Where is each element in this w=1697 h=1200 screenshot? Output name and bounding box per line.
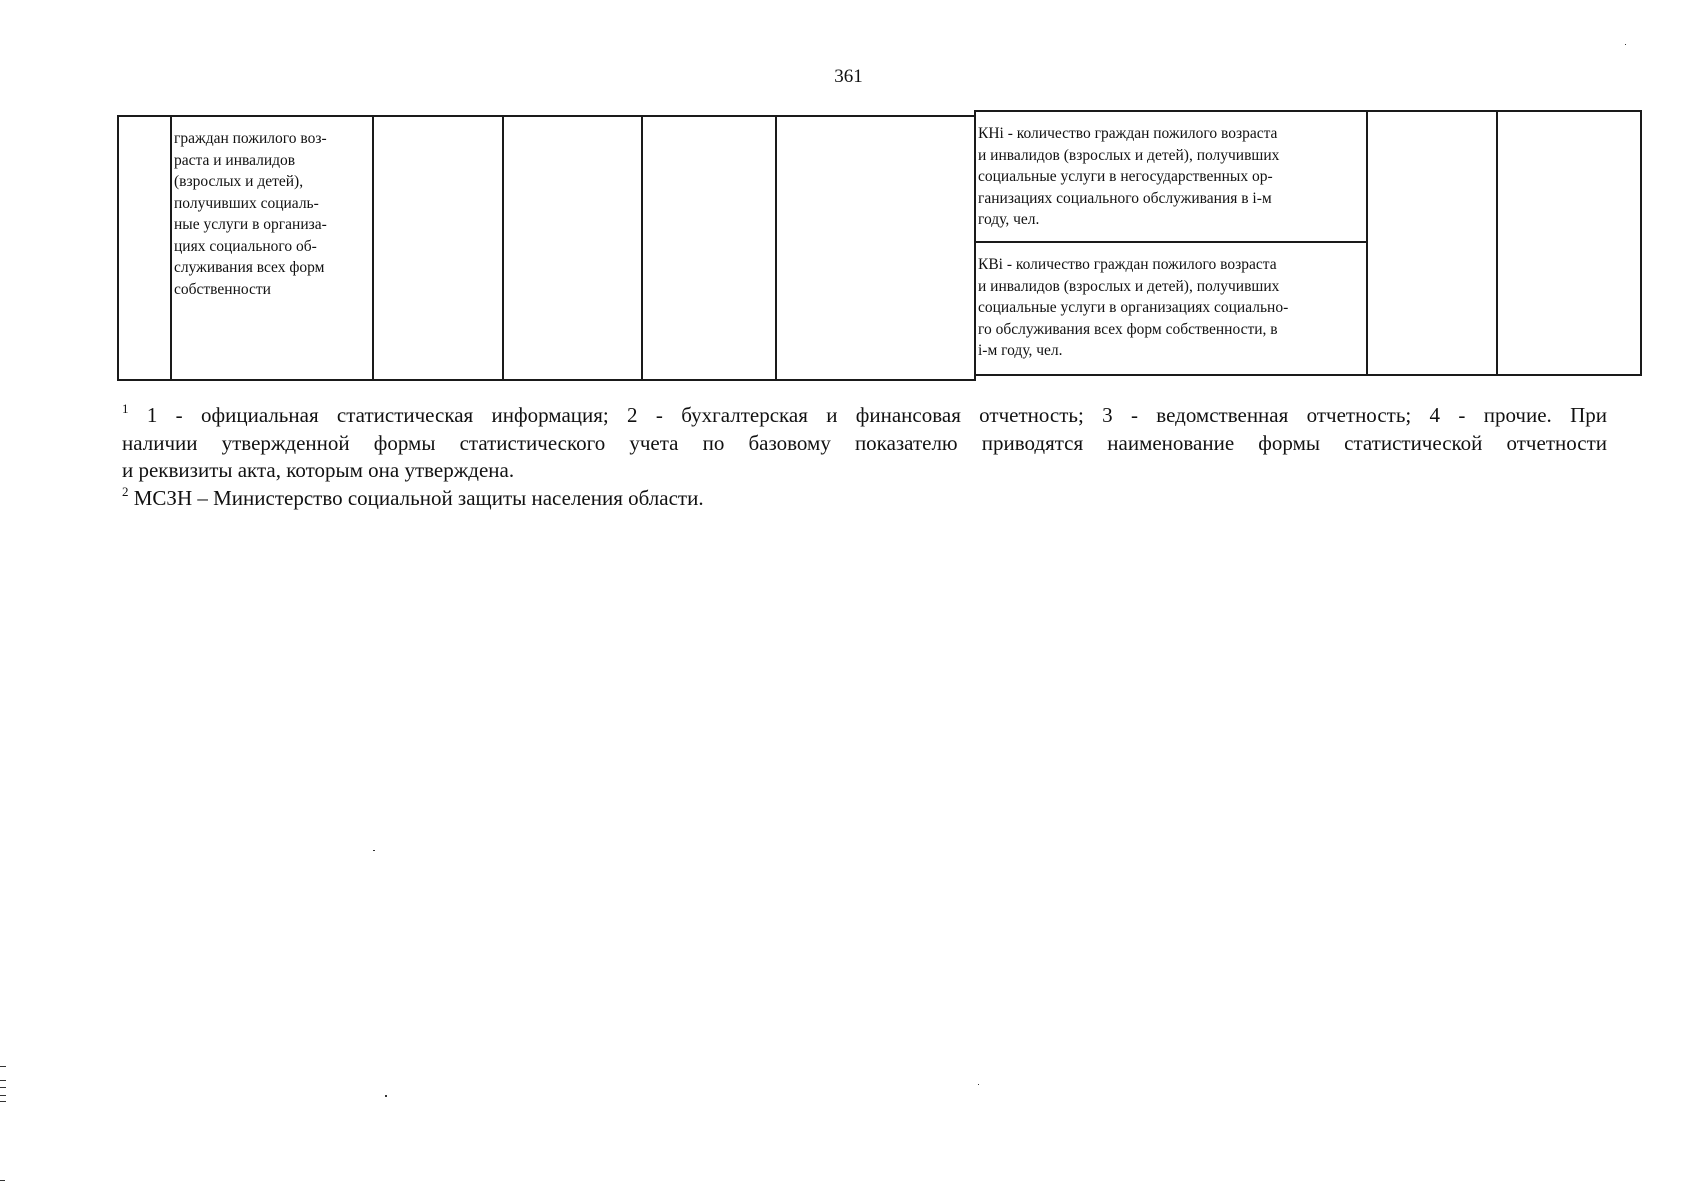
scan-speck <box>385 1095 387 1097</box>
footnote-text: МСЗН – Министерство социальной защиты населения области. <box>133 485 704 510</box>
formula-row-divider <box>974 241 1367 243</box>
formula-line: КВi - количество граждан пожилого возраста <box>978 256 1277 273</box>
scan-speck <box>1625 44 1626 45</box>
table-border-top-right <box>976 110 1642 112</box>
margin-mark <box>0 1080 6 1081</box>
indicator-line: получивших социаль- <box>174 194 319 212</box>
table-col-line-10 <box>1640 110 1642 375</box>
margin-mark <box>0 1095 6 1096</box>
table-col-line-1 <box>117 115 119 381</box>
formula-line: году, чел. <box>978 211 1040 228</box>
margin-mark <box>0 1180 5 1181</box>
page-number: 361 <box>834 66 863 87</box>
indicator-line: служивания всех форм <box>174 259 325 276</box>
table-col-line-4 <box>502 115 504 380</box>
footnote-1-line-1 <box>122 402 1607 430</box>
table-col-line-5 <box>641 115 643 380</box>
table-col-line-2 <box>170 115 172 380</box>
margin-mark <box>0 1087 6 1088</box>
indicator-line: раста и инвалидов <box>174 151 296 169</box>
footnote-marker: 1 <box>122 401 129 416</box>
indicator-line: граждан пожилого воз- <box>174 130 327 147</box>
indicator-line: ные услуги в организа- <box>174 216 327 233</box>
margin-mark <box>0 1101 6 1102</box>
footnote-1-line-3: и реквизиты акта, которым она утверждена. <box>122 458 515 482</box>
formula-line: i-м году, чел. <box>978 342 1063 359</box>
table-col-line-7 <box>974 110 976 380</box>
formula-line: ганизациях социального обслуживания в i-м <box>978 189 1272 207</box>
table-col-line-9 <box>1496 110 1498 375</box>
formula-line: КНi - количество граждан пожилого возраста <box>978 125 1278 142</box>
footnote-text: 1 - официальная статистическая информация; 2 - бухгалтерская и финансовая отчетность; 3 - ведомственная отчетность; 4 - прочие. При <box>146 403 1608 427</box>
table-border-bottom-left <box>117 379 976 381</box>
formula-line: социальные услуги в организациях социально- <box>978 299 1289 316</box>
table-col-line-8 <box>1366 110 1368 375</box>
formula-line: и инвалидов (взрослых и детей), получивших <box>978 277 1280 295</box>
indicator-line: (взрослых и детей), <box>174 173 304 190</box>
indicator-line: циях социального об- <box>174 237 317 255</box>
formula-line: го обслуживания всех форм собственности, в <box>978 320 1278 338</box>
footnotes <box>122 402 1607 512</box>
table-col-line-6 <box>775 115 777 380</box>
footnote-1-line-2: наличии утвержденной формы статистического учета по базовому показателю приводятся наименование формы статистической отчетности <box>122 430 1607 455</box>
scan-speck <box>373 850 375 851</box>
table-border-top-left <box>117 115 976 117</box>
footnote-2-line-1 <box>122 485 1607 513</box>
formula-cell-kn <box>978 123 1279 231</box>
table-border-bottom-right <box>976 374 1642 376</box>
indicator-line: собственности <box>174 280 271 298</box>
formula-line: социальные услуги в негосударственных ор- <box>978 168 1273 185</box>
footnote-marker: 2 <box>122 483 129 499</box>
table-col-line-3 <box>372 115 374 380</box>
margin-mark <box>0 1066 6 1067</box>
indicator-name-cell <box>174 128 327 300</box>
formula-line: и инвалидов (взрослых и детей), получивших <box>978 146 1280 164</box>
scan-speck <box>978 1084 979 1085</box>
formula-cell-kv <box>978 254 1288 362</box>
